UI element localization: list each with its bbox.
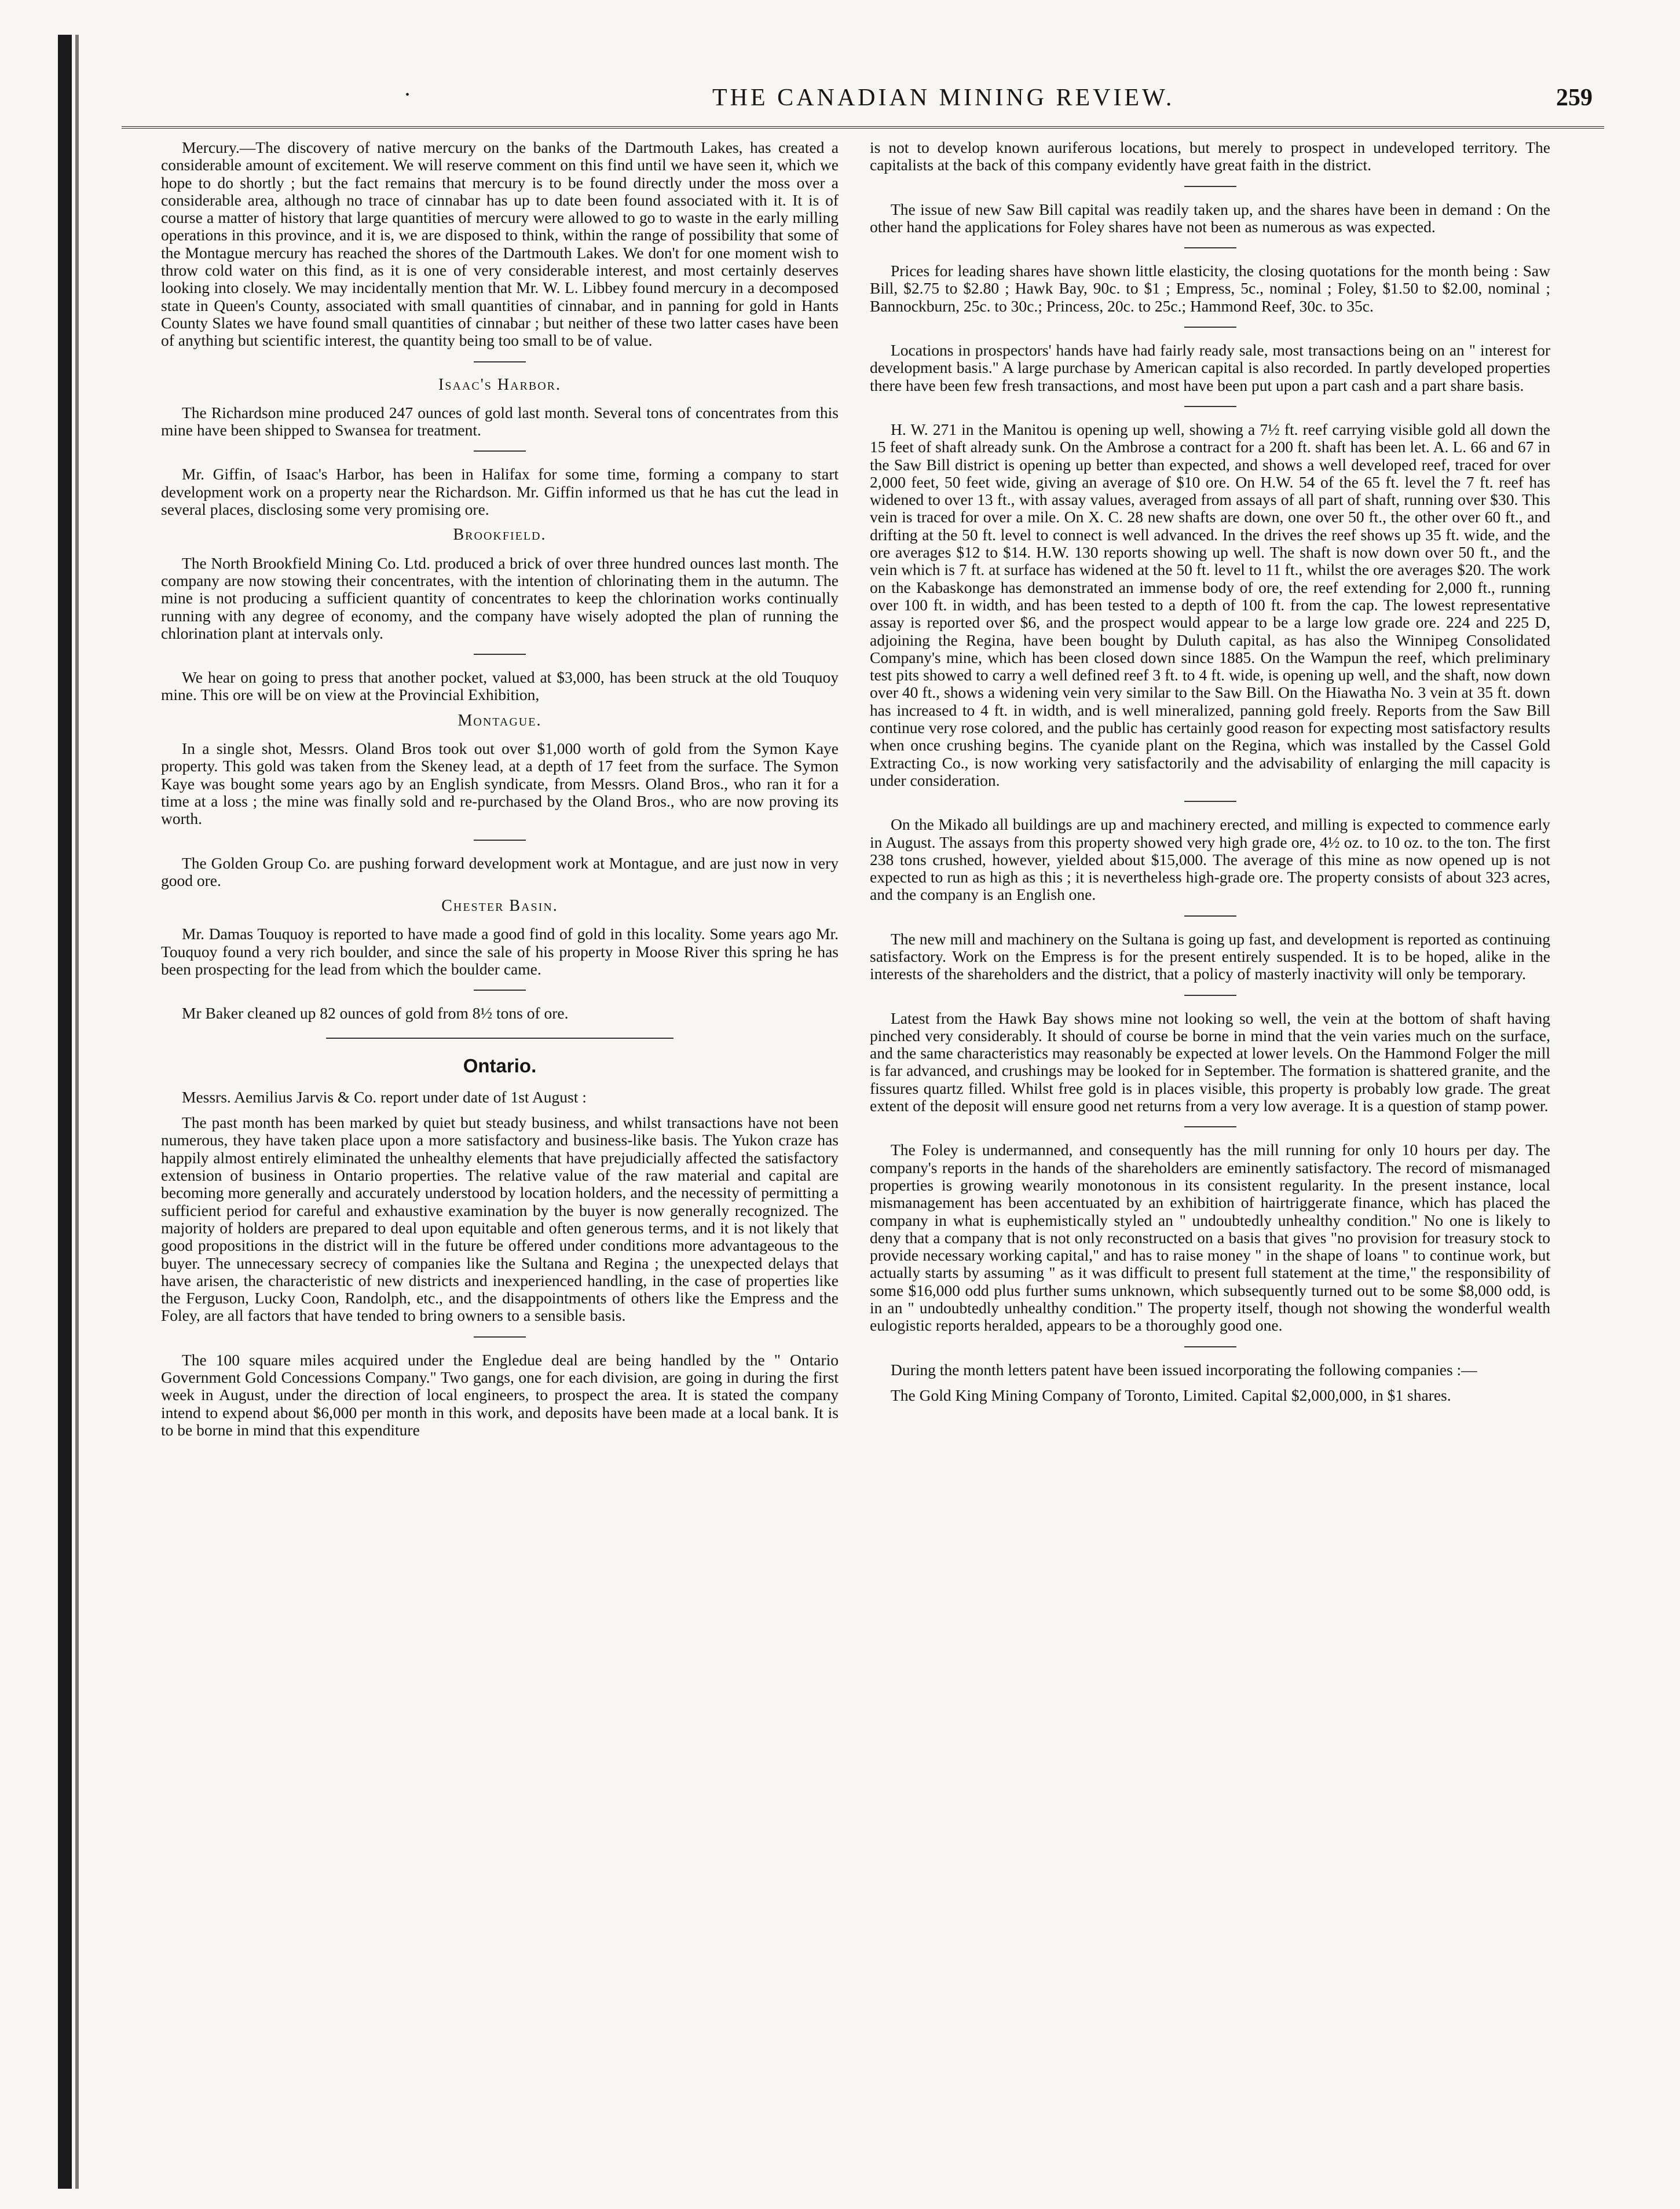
paragraph: The North Brookfield Mining Co. Ltd. produced a brick of over three hundred ounces last month. The company are now stowing their concentrates, with the intention of chlorinating them in the autumn. The mine is not producing a sufficient quantity of concentrates to keep the chlorination works continually running with any degree of economy, and the company have wisely adopted the plan of running the chlorination plant at intervals only. <box>161 554 839 642</box>
header-rule <box>122 126 1604 129</box>
section-divider <box>1184 995 1236 996</box>
section-divider <box>474 450 526 452</box>
scan-binding-shadow <box>75 35 79 2189</box>
section-divider <box>1184 801 1236 802</box>
section-divider <box>1184 406 1236 407</box>
section-divider <box>474 1336 526 1338</box>
paragraph: The new mill and machinery on the Sultana is going up fast, and development is reported as continuing satisfactory. Work on the Empress is for the present entirely suspended. It is to be hoped, alike in the interests of the shareholders and the district, that a policy of masterly inactivity will only be temporary. <box>870 929 1550 983</box>
paragraph: In a single shot, Messrs. Oland Bros took out over $1,000 worth of gold from the Symon Kaye property. This gold was taken from the Skeney lead, at a depth of 17 feet from the surface. The Symon Kaye was bought some years ago by an English syndicate, from Messrs. Oland Bros., who ran it for a time at a loss ; the mine was finally sold and re-purchased by the Oland Bros., who are now proving its worth. <box>161 739 839 828</box>
paragraph: Messrs. Aemilius Jarvis & Co. report under date of 1st August : <box>182 1087 587 1106</box>
province-heading-ontario: Ontario. <box>463 1054 537 1076</box>
section-heading-montague: Montague. <box>457 711 542 730</box>
running-head: THE CANADIAN MINING REVIEW. <box>712 85 1175 111</box>
right-column <box>870 139 1550 1412</box>
page-number: 259 <box>1556 85 1593 111</box>
section-divider <box>1184 1126 1236 1127</box>
paragraph: During the month letters patent have been issued incorporating the following companies :— <box>891 1360 1477 1379</box>
paragraph: The past month has been marked by quiet but steady business, and whilst transactions have not been numerous, they have taken place upon a more satisfactory and business-like basis. The Yukon craze has happily almost entirely eliminated the unhealthy elements that have prejudicially affected the satisfactory extension of business in Ontario properties. The relative value of the raw material and capital are becoming more generally and accurately understood by location holders, and the necessity of permitting a sufficient period for careful and exhaustive examination by the buyer is now generally recognized. The majority of holders are prepared to deal upon equitable and often generous terms, and it is not likely that good propositions in the district will in the future be offered under conditions more advantageous to the buyer. The unnecessary secrecy of companies like the Sultana and Regina ; the unexpected delays that have arisen, the characteristic of new districts and inexperienced handling, in the case of properties like the Ferguson, Lucky Coon, Randolph, etc., and the disappointments of others like the Empress and the Foley, are all factors that have tended to bring owners to a sensible basis. <box>161 1113 839 1325</box>
section-divider <box>474 840 526 841</box>
section-divider <box>474 361 526 362</box>
paragraph: H. W. 271 in the Manitou is opening up well, showing a 7½ ft. reef carrying visible gold all down the 15 feet of shaft already sunk. On the Ambrose a contract for a 200 ft. shaft has been let. A. L. 66 and 67 in the Saw Bill district is opening up better than expected, and shows a well developed reef, traced for over 2,000 feet, 50 feet wide, giving an average of $10 ore. On H.W. 54 of the 65 ft. level the 7 ft. reef has widened to over 13 ft., with assay values, averaged from assays of all part of shaft, running over $30. This vein is traced for over a mile. On X. C. 28 new shafts are down, one over 50 ft., the other over 60 ft., and drifting at the 50 ft. level to connect is well advanced. In the drives the reef shows up 35 ft. wide, and the ore averages $12 to $14. H.W. 130 reports showing up well. The shaft is now down over 50 ft., and the vein which is 7 ft. at surface has widened at the 50 ft. level to 11 ft., whilst the ore averages $20. The work on the Kabaskonge has demonstrated an immense body of ore, the reef extending for 2,000 ft., running over 100 ft. in width, and has been tested to a depth of 100 ft. from the cap. The lowest representative assay is reported over $6, and the prospect would appear to be a large low grade ore. 224 and 225 D, adjoining the Regina, have been bought by Duluth capital, as has also the Winnipeg Consolidated Company's mine, which has been closed down since 1885. On the Wampun the reef, which preliminary test pits showed to carry a well defined reef 3 ft. to 4 ft. wide, is opening up well, and the shaft, now down over 40 ft., shows a widening vein very similar to the Saw Bill. On the Hiawatha No. 3 vein at 35 ft. down has increased to 4 ft. in width, and is well mineralized, panning gold freely. Reports from the Saw Bill continue very rose colored, and the public has certainly good reason for expecting most satisfactory results when once crushing begins. The cyanide plant on the Regina, which was installed by the Cassel Gold Extracting Co., is now working very satisfactorily and the advisability of enlarging the mill capacity is under consideration. <box>870 420 1550 789</box>
section-divider <box>1184 186 1236 187</box>
scan-binding-edge <box>58 35 72 2189</box>
paragraph: Mr. Giffin, of Isaac's Harbor, has been in Halifax for some time, forming a company to start development work on a property near the Richardson. Mr. Giffin informed us that he has cut the lead in several places, disclosing some very promising ore. <box>161 465 839 519</box>
page-header <box>122 84 1604 119</box>
paragraph: The Gold King Mining Company of Toronto, Limited. Capital $2,000,000, in $1 shares. <box>891 1386 1451 1404</box>
section-divider <box>1184 1346 1236 1347</box>
paragraph: The 100 square miles acquired under the Engledue deal are being handled by the " Ontario Government Gold Concessions Company." Two gangs, one for each division, are going in during the first week in August, under the direction of local engineers, to prospect the area. It is stated the company intend to expend about $6,000 per month in this work, and deposits have been made at a local bank. It is to be borne in mind that this expenditure <box>161 1350 839 1439</box>
section-heading-isaacs-harbor: Isaac's Harbor. <box>438 375 561 394</box>
section-heading-brookfield: Brookfield. <box>453 526 547 544</box>
paragraph: is not to develop known auriferous locations, but merely to prospect in undeveloped territory. The capitalists at the back of this company evidently have great faith in the district. <box>870 138 1550 174</box>
section-heading-chester-basin: Chester Basin. <box>441 897 558 915</box>
province-divider <box>326 1038 674 1039</box>
paragraph: We hear on going to press that another pocket, valued at $3,000, has been struck at the old Touquoy mine. This ore will be on view at the Provincial Exhibition, <box>161 668 839 704</box>
paragraph: The Golden Group Co. are pushing forward development work at Montague, and are just now in very good ore. <box>161 853 839 889</box>
paragraph: The Foley is undermanned, and consequently has the mill running for only 10 hours per day. The company's reports in the hands of the shareholders are eminently satisfactory. The record of mismanaged properties is growing wearily monotonous in its consistent regularity. In the present instance, local mismanagement has been accentuated by an exhibition of hairtriggerate finance, which has placed the company in what is euphemistically styled an " undoubtedly unhealthy condition." No one is likely to deny that a company that is not only reconstructed on a basis that gives "no provision for treasury stock to provide necessary working capital," and has to raise money " in the shape of loans " to continue work, but actually starts by assuming " as it was difficult to present full statement at the time," the responsibility of some $16,000 odd plus further sums unknown, which subsequently turned out to be some $8,000 odd, is in an " undoubtedly unhealthy condition." The property itself, though not showing the wonderful wealth eulogistic reports heralded, appears to be a thoroughly good one. <box>870 1141 1550 1335</box>
section-divider <box>474 990 526 991</box>
mercury-paragraph: Mercury.—The discovery of native mercury on the banks of the Dartmouth Lakes, has created a considerable amount of excitement. We will reserve comment on this find until we have seen it, which we hope to do shortly ; but the fact remains that mercury is to be found directly under the moss over a considerable area, although no trace of cinnabar has up to date been found associated with it. It is of course a matter of history that large quantities of mercury were allowed to go to waste in the early milling operations in this province, and it is, we are disposed to think, within the range of possibility that some of the Montague mercury has reached the shores of the Dartmouth Lakes. We don't for one moment wish to throw cold water on this find, as it is one of very considerable interest, and most certainly deserves looking into closely. We may incidentally mention that Mr. W. L. Libbey found mercury in a decomposed state in Queen's County, associated with small quantities of cinnabar, and in panning for gold in Hants County Slates we have found small quantities of cinnabar ; but neither of these two latter cases have been of anything but scientific interest, the quantity being too small to be of value. <box>161 138 839 350</box>
paragraph: The issue of new Saw Bill capital was readily taken up, and the shares have been in demand : On the other hand the applications for Foley shares have not been as numerous as was expected. <box>870 200 1550 236</box>
paragraph: Latest from the Hawk Bay shows mine not looking so well, the vein at the bottom of shaft having pinched very considerably. It should of course be borne in mind that the vein varies much on the surface, and the same characteristics may reasonably be expected at lower levels. On the Hammond Folger the mill is far advanced, and crushings may be looked for in September. The formation is shattered granite, and the fissures quartz filled. Whilst free gold is in places visible, this property is probably low grade. The great extent of the deposit will ensure good net returns from a very low average. It is a question of stamp power. <box>870 1009 1550 1115</box>
paragraph: On the Mikado all buildings are up and machinery erected, and milling is expected to commence early in August. The assays from this property showed very high grade ore, 4½ oz. to 10 oz. to the ton. The first 238 tons crushed, however, yielded about $15,000. The average of this mine as now opened up is not expected to run as high as this ; it is nevertheless high-grade ore. The property consists of about 323 acres, and the company is an English one. <box>870 815 1550 904</box>
paragraph: Prices for leading shares have shown little elasticity, the closing quotations for the month being : Saw Bill, $2.75 to $2.80 ; Hawk Bay, 90c. to $1 ; Empress, 5c., nominal ; Foley, $1.50 to $2.00, nominal ; Bannockburn, 25c. to 30c.; Princess, 20c. to 25c.; Hammond Reef, 30c. to 35c. <box>870 262 1550 315</box>
paragraph: Locations in prospectors' hands have had fairly ready sale, most transactions being on an " interest for development basis." A large purchase by American capital is also recorded. In partly developed properties there have been few fresh transactions, and most have been put upon a part cash and a part share basis. <box>870 341 1550 394</box>
paragraph: The Richardson mine produced 247 ounces of gold last month. Several tons of concentrates from this mine have been shipped to Swansea for treatment. <box>161 403 839 439</box>
section-divider <box>1184 247 1236 248</box>
left-column <box>161 139 839 1447</box>
section-divider <box>1184 327 1236 328</box>
header-dot: • <box>405 89 410 101</box>
paragraph: Mr. Damas Touquoy is reported to have made a good find of gold in this locality. Some years ago Mr. Touquoy found a very rich boulder, and since the sale of his property in Moose River this spring he has been prospecting for the lead from which the boulder came. <box>161 925 839 978</box>
section-divider <box>1184 915 1236 917</box>
section-divider <box>474 654 526 655</box>
paragraph: Mr Baker cleaned up 82 ounces of gold from 8½ tons of ore. <box>182 1004 569 1023</box>
